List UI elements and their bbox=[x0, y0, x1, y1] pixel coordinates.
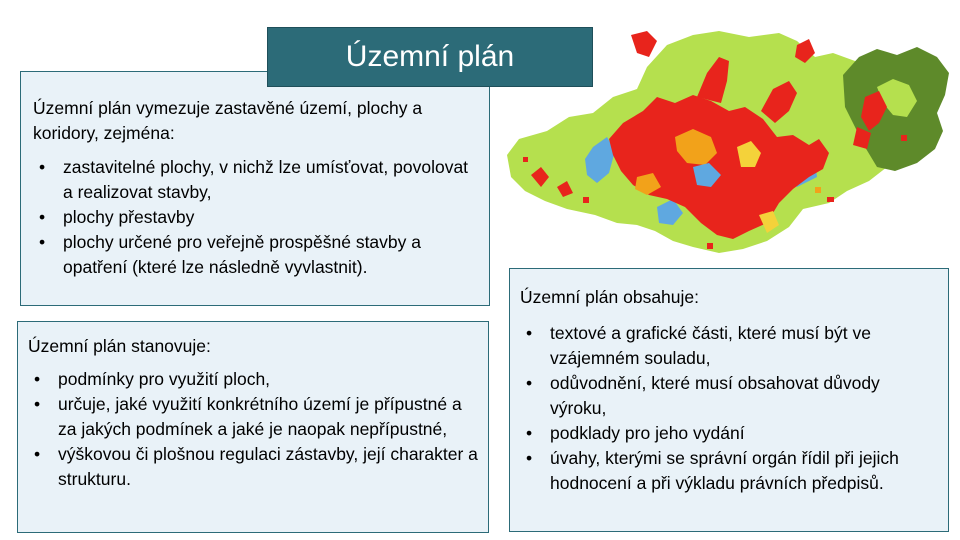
list-item: • určuje, jaké využití konkrétního území je přípustné a za jakých podmínek a jaké je naopak nepřípustné, bbox=[28, 392, 478, 442]
bullet-list bbox=[33, 155, 479, 280]
list-item: • plochy přestavby bbox=[33, 205, 479, 230]
page-title: Územní plán bbox=[267, 27, 593, 87]
bullet-list bbox=[520, 321, 938, 496]
panel-intro: Územní plán obsahuje: bbox=[520, 287, 699, 307]
list-item: • podmínky pro využití ploch, bbox=[28, 367, 478, 392]
panel-obsahuje bbox=[509, 268, 949, 532]
list-item: • výškovou či plošnou regulaci zástavby, její charakter a strukturu. bbox=[28, 442, 478, 492]
panel-intro: Územní plán vymezuje zastavěné území, plochy a koridory, zejména: bbox=[33, 98, 423, 143]
list-item: • zastavitelné plochy, v nichž lze umísťovat, povolovat a realizovat stavby, bbox=[33, 155, 479, 205]
bullet-list bbox=[28, 367, 478, 492]
list-item: • textové a grafické části, které musí být ve vzájemném souladu, bbox=[520, 321, 938, 371]
list-item: • plochy určené pro veřejně prospěšné stavby a opatření (které lze následně vyvlastnit). bbox=[33, 230, 479, 280]
list-item: • podklady pro jeho vydání bbox=[520, 421, 938, 446]
list-item: • úvahy, kterými se správní orgán řídil při jejich hodnocení a při výkladu právních předpisů. bbox=[520, 446, 938, 496]
panel-intro: Územní plán stanovuje: bbox=[28, 336, 211, 356]
panel-stanovuje bbox=[17, 321, 489, 533]
list-item: • odůvodnění, které musí obsahovat důvody výroku, bbox=[520, 371, 938, 421]
panel-vymezuje bbox=[20, 71, 490, 306]
